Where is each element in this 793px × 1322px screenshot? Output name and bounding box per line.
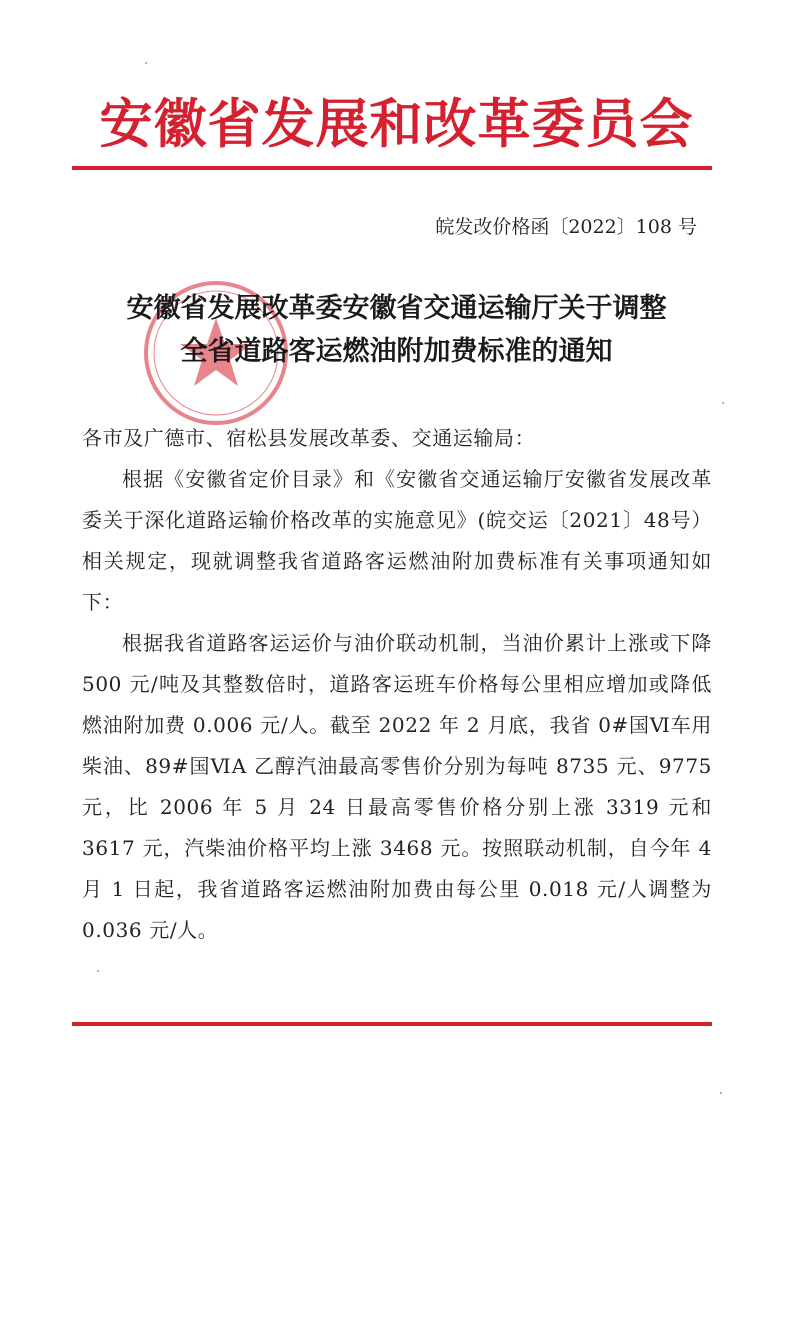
- scan-speck: [97, 970, 99, 972]
- body-paragraph: 根据《安徽省定价目录》和《安徽省交通运输厅安徽省发展改革委关于深化道路运输价格改革的实施意见》(皖交运〔2021〕48号）相关规定，现就调整我省道路客运燃油附加费标准有关事项通知如下：: [82, 467, 712, 614]
- scan-speck: [145, 62, 147, 64]
- letterhead-red-rule: [72, 166, 712, 170]
- notice-body: [82, 418, 712, 951]
- body-paragraph: 根据我省道路客运运价与油价联动机制，当油价累计上涨或下降 500 元/吨及其整数倍时，道路客运班车价格每公里相应增加或降低燃油附加费 0.006 元/人。截至 2022 年 2 月底，我省 0#国Ⅵ车用柴油、89#国ⅥA 乙醇汽油最高零售价分别为每吨 8735 元、9775 元，比 2006 年 5 月 24 日最高零售价格分别上涨 3319 元和 3617 元，汽柴油价格平均上涨 3468 元。按照联动机制，自今年 4 月 1 日起，我省道路客运燃油附加费由每公里 0.018 元/人调整为 0.036 元/人。: [82, 631, 712, 942]
- notice-title-line-2: 全省道路客运燃油附加费标准的通知: [180, 336, 613, 367]
- scan-speck: [720, 1092, 722, 1094]
- scan-speck: [722, 402, 724, 404]
- document-number: 皖发改价格函〔2022〕108 号: [435, 216, 697, 238]
- salutation: 各市及广德市、宿松县发展改革委、交通运输局：: [82, 426, 536, 450]
- footer-red-rule: [72, 1022, 712, 1026]
- notice-title-line-1: 安徽省发展改革委安徽省交通运输厅关于调整: [126, 293, 667, 324]
- letterhead-org-name: 安徽省发展和改革委员会: [99, 93, 694, 155]
